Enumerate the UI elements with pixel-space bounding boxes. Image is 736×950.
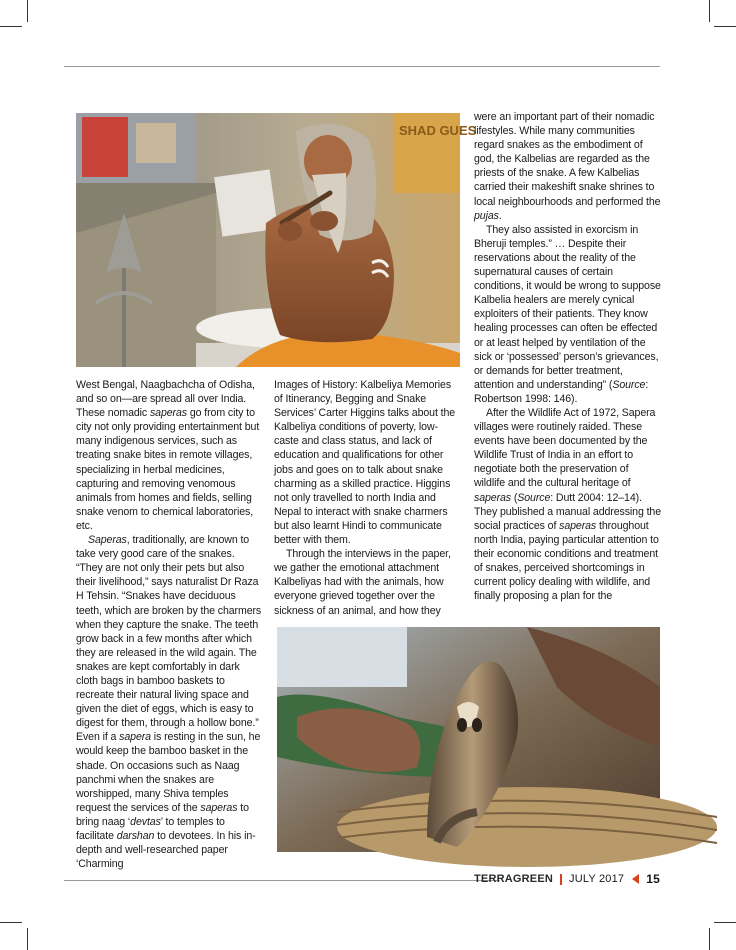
crop-mark — [709, 928, 710, 950]
page-arrow-icon — [632, 874, 639, 884]
footer-rule — [64, 880, 500, 881]
crop-mark — [714, 922, 736, 923]
text-column-1 — [76, 378, 262, 871]
paragraph: After the Wildlife Act of 1972, Sapera villages were routinely raided. These events have been documented by the Wildlife Trust of India in an effort to negotiate both the preservation of wildlife and the cultural heritage of saperas (Source: Dutt 2004: 12–14). They published a manual addressing the social practices of saperas throughout north India, paying particular attention to their economic conditions and treatment of snakes, perceived shortcomings in current policy dealing with wildlife, and finally proposing a plan for the — [474, 406, 662, 603]
header-rule — [64, 66, 660, 67]
paragraph: Images of History: Kalbeliya Memories of Itinerancy, Begging and Snake Services’ Carter Higgins talks about the Kalbeliya conditions of poverty, low-caste and class status, and lack of education and qualifications for other jobs and goes on to talk about snake charming as a skilled practice. Higgins not only travelled to north India and Nepal to interact with snake charmers but also learnt Hindi to communicate better with them. — [274, 379, 456, 547]
page-number: 15 — [646, 872, 660, 886]
magazine-brand: TERRAGREEN — [474, 873, 554, 885]
footer-divider — [560, 874, 562, 885]
cobra-illustration — [277, 627, 660, 852]
crop-mark — [27, 928, 28, 950]
page-footer — [474, 872, 660, 886]
text-column-3 — [474, 110, 662, 603]
paragraph: West Bengal, Naagbachcha of Odisha, and so on—are spread all over India. These nomadic saperas go from city to city not only providing entertainment but many indigenous services, such as treating snake bites in remote villages, specializing in herbal medicines, capturing and removing venomous animals from homes and fields, selling snake venom to chemical laboratories, etc. — [76, 379, 260, 532]
paragraph: were an important part of their nomadic lifestyles. While many communities regard snakes as the embodiment of god, the Kalbelias are regarded as the priests of the snake. A few Kalbelias carried their makeshift snake shrines to local neighbourhoods and performed the pujas. — [474, 111, 661, 222]
issue-date: JULY 2017 — [569, 873, 625, 885]
guest-house-sign: SHAD GUES — [399, 123, 477, 138]
crop-mark — [714, 26, 736, 27]
text-column-2 — [274, 378, 462, 618]
crop-mark — [0, 26, 22, 27]
crop-mark — [27, 0, 28, 22]
paragraph: Saperas, traditionally, are known to take very good care of the snakes. “They are not only their pets but also their livelihood,” says naturalist Dr Raza H Tehsin. “Snakes have deciduous teeth, which are broken by the charmers when they capture the snake. The teeth grow back in a few months after which they are released in the wild again. The snakes are kept comfortably in dark cloth bags in bamboo baskets to recreate their natural living space and given the diet of eggs, which is easy to digest for them, through a hollow bone.” Even if a sapera is resting in the sun, he would keep the bamboo basket in the shade. On occasions such as Naag panchmi when the snakes are worshipped, many Shiva temples request the services of the saperas to bring naag ‘devtas’ to temples to facilitate darshan to devotees. In his in-depth and well-researched paper ‘Charming — [76, 534, 262, 871]
snake-charmer-illustration — [76, 113, 477, 367]
snake-charmer-photo — [76, 113, 477, 367]
crop-mark — [0, 922, 22, 923]
cobra-basket-photo — [277, 627, 660, 852]
paragraph: Through the interviews in the paper, we gather the emotional attachment Kalbeliyas had with the animals, how everyone grieved together over the sickness of an animal, and how they — [274, 548, 451, 617]
paragraph: They also assisted in exorcism in Bheruji temples.” … Despite their reservations about the reality of the supernatural causes of certain conditions, it would be wrong to suppose Kalbelia healers are merely cynical exploiters of their patients. They know healing processes can often be effected or at least helped by ventilation of the sick or ‘possessed’ person’s grievances, or demands for better treatment, attention and understanding” (Source: Robertson 1998: 146). — [474, 223, 661, 405]
crop-mark — [709, 0, 710, 22]
